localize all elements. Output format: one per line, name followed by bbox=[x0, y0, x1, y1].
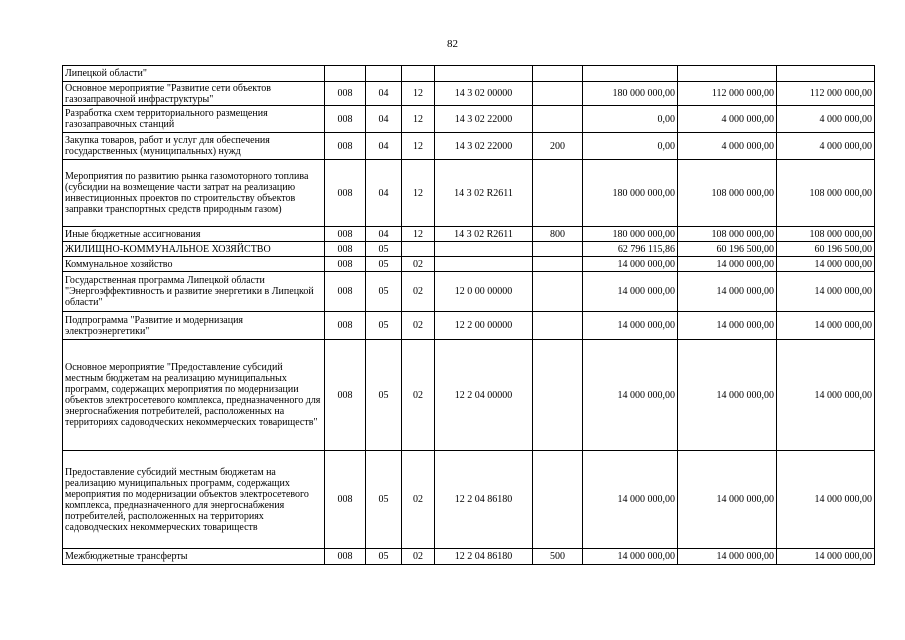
row-name: Основное мероприятие "Предоставление субсидий местным бюджетам на реализацию муниципальных программ, содержащих мероприятия по модернизации объектов электросетевого комплекса, предназначенного для энергоснабжения потребителей, расположенных на территориях садоводческих некоммерческих товариществ" bbox=[63, 340, 325, 451]
row-name: Мероприятия по развитию рынка газомоторного топлива (субсидии на возмещение части затрат на реализацию инвестиционных проектов по строительству объектов заправки транспортных средств природным газом) bbox=[63, 160, 325, 227]
section-code: 05 bbox=[366, 242, 402, 257]
target-article bbox=[435, 242, 533, 257]
row-name: Закупка товаров, работ и услуг для обеспечения государственных (муниципальных) нужд bbox=[63, 133, 325, 160]
expense-type bbox=[533, 160, 583, 227]
expense-type bbox=[533, 106, 583, 133]
amount-year-1: 14 000 000,00 bbox=[583, 549, 678, 565]
section-code: 04 bbox=[366, 106, 402, 133]
table-body bbox=[63, 66, 875, 565]
admin-code bbox=[325, 66, 366, 82]
table-row bbox=[63, 66, 875, 82]
section-code: 05 bbox=[366, 272, 402, 312]
amount-year-2: 4 000 000,00 bbox=[678, 133, 777, 160]
amount-year-2: 14 000 000,00 bbox=[678, 340, 777, 451]
amount-year-3: 112 000 000,00 bbox=[777, 82, 875, 106]
amount-year-1: 0,00 bbox=[583, 133, 678, 160]
amount-year-1: 14 000 000,00 bbox=[583, 312, 678, 340]
row-name: Подпрограмма "Развитие и модернизация электроэнергетики" bbox=[63, 312, 325, 340]
row-name: Государственная программа Липецкой области "Энергоэффективность и развитие энергетики в Липецкой области" bbox=[63, 272, 325, 312]
expense-type bbox=[533, 242, 583, 257]
page-number: 82 bbox=[447, 38, 458, 50]
row-name: Коммунальное хозяйство bbox=[63, 257, 325, 272]
target-article: 14 3 02 22000 bbox=[435, 133, 533, 160]
subsection-code: 12 bbox=[402, 227, 435, 242]
amount-year-2: 60 196 500,00 bbox=[678, 242, 777, 257]
target-article bbox=[435, 66, 533, 82]
target-article: 14 3 02 22000 bbox=[435, 106, 533, 133]
admin-code: 008 bbox=[325, 242, 366, 257]
section-code: 05 bbox=[366, 312, 402, 340]
section-code: 05 bbox=[366, 549, 402, 565]
expense-type bbox=[533, 312, 583, 340]
target-article: 12 2 00 00000 bbox=[435, 312, 533, 340]
target-article: 12 2 04 86180 bbox=[435, 451, 533, 549]
expense-type bbox=[533, 340, 583, 451]
section-code: 04 bbox=[366, 133, 402, 160]
amount-year-3: 108 000 000,00 bbox=[777, 227, 875, 242]
admin-code: 008 bbox=[325, 340, 366, 451]
amount-year-2: 14 000 000,00 bbox=[678, 451, 777, 549]
admin-code: 008 bbox=[325, 451, 366, 549]
target-article: 14 3 02 00000 bbox=[435, 82, 533, 106]
admin-code: 008 bbox=[325, 272, 366, 312]
subsection-code: 02 bbox=[402, 272, 435, 312]
amount-year-1: 180 000 000,00 bbox=[583, 227, 678, 242]
target-article: 14 3 02 R2611 bbox=[435, 227, 533, 242]
expense-type: 800 bbox=[533, 227, 583, 242]
amount-year-3: 14 000 000,00 bbox=[777, 272, 875, 312]
expense-type bbox=[533, 272, 583, 312]
subsection-code bbox=[402, 242, 435, 257]
admin-code: 008 bbox=[325, 312, 366, 340]
amount-year-3: 14 000 000,00 bbox=[777, 451, 875, 549]
admin-code: 008 bbox=[325, 257, 366, 272]
subsection-code bbox=[402, 66, 435, 82]
amount-year-2: 14 000 000,00 bbox=[678, 257, 777, 272]
table-row bbox=[63, 451, 875, 549]
table-row bbox=[63, 272, 875, 312]
table-row bbox=[63, 242, 875, 257]
expense-type bbox=[533, 451, 583, 549]
amount-year-2: 112 000 000,00 bbox=[678, 82, 777, 106]
admin-code: 008 bbox=[325, 133, 366, 160]
subsection-code: 12 bbox=[402, 106, 435, 133]
admin-code: 008 bbox=[325, 160, 366, 227]
table-row bbox=[63, 312, 875, 340]
amount-year-1: 14 000 000,00 bbox=[583, 340, 678, 451]
section-code: 04 bbox=[366, 160, 402, 227]
amount-year-1: 14 000 000,00 bbox=[583, 272, 678, 312]
expense-type: 200 bbox=[533, 133, 583, 160]
table-row bbox=[63, 82, 875, 106]
admin-code: 008 bbox=[325, 227, 366, 242]
amount-year-1: 180 000 000,00 bbox=[583, 82, 678, 106]
row-name: Основное мероприятие "Развитие сети объектов газозаправочной инфраструктуры" bbox=[63, 82, 325, 106]
amount-year-2: 108 000 000,00 bbox=[678, 227, 777, 242]
amount-year-1: 62 796 115,86 bbox=[583, 242, 678, 257]
subsection-code: 12 bbox=[402, 133, 435, 160]
amount-year-2: 108 000 000,00 bbox=[678, 160, 777, 227]
expense-type bbox=[533, 257, 583, 272]
budget-table bbox=[62, 65, 875, 565]
subsection-code: 02 bbox=[402, 549, 435, 565]
table-row bbox=[63, 106, 875, 133]
table-row bbox=[63, 549, 875, 565]
amount-year-1: 180 000 000,00 bbox=[583, 160, 678, 227]
admin-code: 008 bbox=[325, 549, 366, 565]
amount-year-3: 14 000 000,00 bbox=[777, 257, 875, 272]
amount-year-3: 14 000 000,00 bbox=[777, 340, 875, 451]
row-name: ЖИЛИЩНО-КОММУНАЛЬНОЕ ХОЗЯЙСТВО bbox=[63, 242, 325, 257]
section-code bbox=[366, 66, 402, 82]
amount-year-2: 4 000 000,00 bbox=[678, 106, 777, 133]
table-row bbox=[63, 340, 875, 451]
amount-year-3 bbox=[777, 66, 875, 82]
target-article: 12 2 04 86180 bbox=[435, 549, 533, 565]
section-code: 05 bbox=[366, 451, 402, 549]
table-row bbox=[63, 257, 875, 272]
amount-year-3: 14 000 000,00 bbox=[777, 312, 875, 340]
subsection-code: 02 bbox=[402, 451, 435, 549]
subsection-code: 02 bbox=[402, 312, 435, 340]
admin-code: 008 bbox=[325, 106, 366, 133]
amount-year-3: 4 000 000,00 bbox=[777, 133, 875, 160]
row-name: Липецкой области" bbox=[63, 66, 325, 82]
amount-year-1: 14 000 000,00 bbox=[583, 257, 678, 272]
target-article: 12 2 04 00000 bbox=[435, 340, 533, 451]
amount-year-2: 14 000 000,00 bbox=[678, 549, 777, 565]
table-row bbox=[63, 227, 875, 242]
table-row bbox=[63, 133, 875, 160]
row-name: Межбюджетные трансферты bbox=[63, 549, 325, 565]
target-article: 12 0 00 00000 bbox=[435, 272, 533, 312]
amount-year-3: 14 000 000,00 bbox=[777, 549, 875, 565]
amount-year-1 bbox=[583, 66, 678, 82]
subsection-code: 02 bbox=[402, 257, 435, 272]
section-code: 05 bbox=[366, 257, 402, 272]
target-article bbox=[435, 257, 533, 272]
row-name: Предоставление субсидий местным бюджетам на реализацию муниципальных программ, содержащих мероприятия по модернизации объектов электросетевого комплекса, предназначенного для энергоснабжения потребителей, расположенных на территориях садоводческих некоммерческих товариществ bbox=[63, 451, 325, 549]
row-name: Разработка схем территориального размещения газозаправочных станций bbox=[63, 106, 325, 133]
table-row bbox=[63, 160, 875, 227]
amount-year-2: 14 000 000,00 bbox=[678, 272, 777, 312]
expense-type bbox=[533, 82, 583, 106]
subsection-code: 02 bbox=[402, 340, 435, 451]
amount-year-1: 14 000 000,00 bbox=[583, 451, 678, 549]
expense-type bbox=[533, 66, 583, 82]
admin-code: 008 bbox=[325, 82, 366, 106]
row-name: Иные бюджетные ассигнования bbox=[63, 227, 325, 242]
section-code: 05 bbox=[366, 340, 402, 451]
section-code: 04 bbox=[366, 82, 402, 106]
target-article: 14 3 02 R2611 bbox=[435, 160, 533, 227]
amount-year-2: 14 000 000,00 bbox=[678, 312, 777, 340]
subsection-code: 12 bbox=[402, 82, 435, 106]
amount-year-3: 4 000 000,00 bbox=[777, 106, 875, 133]
subsection-code: 12 bbox=[402, 160, 435, 227]
amount-year-3: 108 000 000,00 bbox=[777, 160, 875, 227]
expense-type: 500 bbox=[533, 549, 583, 565]
section-code: 04 bbox=[366, 227, 402, 242]
amount-year-1: 0,00 bbox=[583, 106, 678, 133]
amount-year-3: 60 196 500,00 bbox=[777, 242, 875, 257]
amount-year-2 bbox=[678, 66, 777, 82]
